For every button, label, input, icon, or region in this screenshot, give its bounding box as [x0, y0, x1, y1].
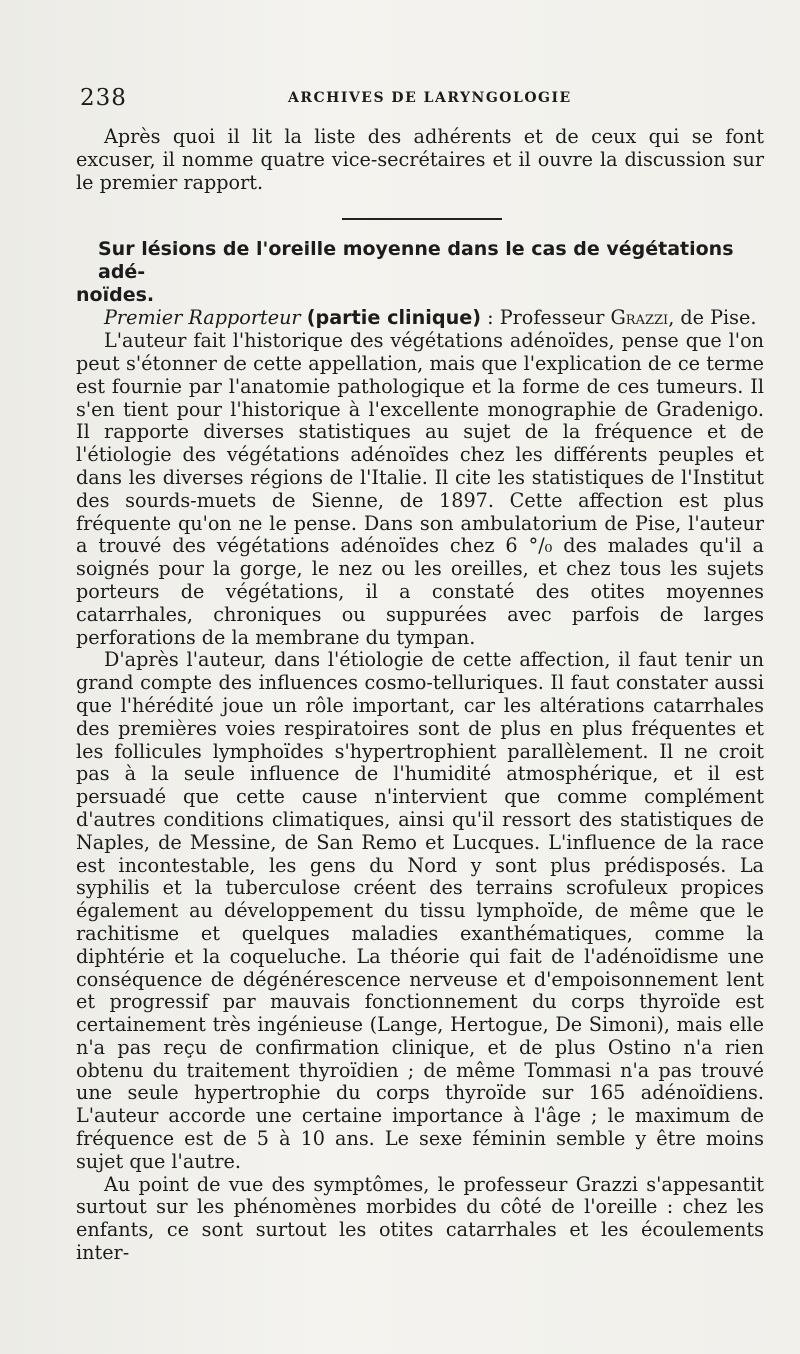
- paragraph-etiologie: D'après l'auteur, dans l'étiologie de cette affection, il faut tenir un grand compte des influences cosmo-telluriques. Il faut constater aussi que l'hérédité joue un rôle important, car les altérations catarrhales des premières voies respiratoires sont de plus en plus fréquentes et les follicules lymphoïdes s'hypertrophient parallèlement. Il ne croit pas à la seule influence de l'humidité atmosphérique, et il est persuadé que cette cause n'intervient que comme complément d'autres conditions climatiques, ainsi qu'il ressort des statistiques de Naples, de Messine, de San Remo et Lucques. L'influence de la race est incontestable, les gens du Nord y sont plus prédisposés. La syphilis et la tuberculose créent des terrains scrofuleux propices également au développement du tissu lymphoïde, de même que le rachitisme et quelques maladies exanthématiques, comme la diphtérie et la coqueluche. La théorie qui fait de l'adénoïdisme une conséquence de dégénérescence nerveuse et d'empoisonnement lent et progressif par mauvais fonctionnement du corps thyroïde est certainement très ingénieuse (Lange, Hertogue, De Simoni), mais elle n'a pas reçu de confirmation clinique, et de plus Ostino n'a rien obtenu du traitement thyroïdien ; de même Tommasi n'a pas trouvé une seule hypertrophie du corps thyroïde sur 165 adénoïdiens. L'auteur accorde une certaine importance à l'âge ; le maximum de fréquence est de 5 à 10 ans. Le sexe féminin semble y être moins sujet que l'autre.: [76, 648, 764, 1173]
- paragraph-symptomes: Au point de vue des symptômes, le professeur Grazzi s'appesantit surtout sur les phénomènes morbides du côté de l'oreille : chez les enfants, ce sont surtout les otites catarrhales et les écoulements inter-: [76, 1172, 764, 1265]
- page-body: [76, 126, 764, 1265]
- rapporteur-label: Premier Rapporteur: [104, 306, 301, 330]
- rapporteur-place: , de Pise.: [668, 306, 757, 330]
- paragraph-historique: L'auteur fait l'historique des végétations adénoïdes, pense que l'on peut s'étonner de cette appellation, mais que l'explication de ce terme est fournie par l'anatomie pathologique et la forme de ces tumeurs. Il s'en tient pour l'historique à l'excellente monographie de Gradenigo. Il rapporte diverses statistiques au sujet de la fréquence et de l'étiologie des végétations adénoïdes chez les différents peuples et dans les diverses régions de l'Italie. Il cite les statistiques de l'Institut des sourds-muets de Sienne, de 1897. Cette affection est plus fréquente qu'on ne le pense. Dans son ambulatorium de Pise, l'auteur a trouvé des végétations adénoïdes chez 6 °/₀ des malades qu'il a soignés pour la gorge, le nez ou les oreilles, et chez tous les sujets porteurs de végétations, il a constaté des otites moyennes catarrhales, chroniques ou suppurées avec parfois de larges perforations de la membrane du tympan.: [76, 329, 764, 649]
- rapporteur-line: [76, 307, 764, 330]
- running-head: ARCHIVES DE LARYNGOLOGIE: [288, 90, 572, 106]
- section-title-line1: Sur lésions de l'oreille moyenne dans le cas de végétations adé-: [98, 238, 734, 284]
- intro-paragraph: Après quoi il lit la liste des adhérents et de ceux qui se font excuser, il nomme quatre vice-secrétaires et il ouvre la discussion sur le premier rapport.: [76, 125, 764, 194]
- page-number: 238: [80, 85, 127, 111]
- rapporteur-name: Grazzi: [610, 306, 669, 330]
- section-title: [76, 238, 764, 307]
- section-title-line2: noïdes.: [76, 284, 155, 307]
- rapporteur-sep: : Professeur: [481, 306, 611, 330]
- rapporteur-part: (partie clinique): [306, 306, 482, 330]
- page-header: [80, 85, 760, 115]
- section-divider: [342, 218, 502, 220]
